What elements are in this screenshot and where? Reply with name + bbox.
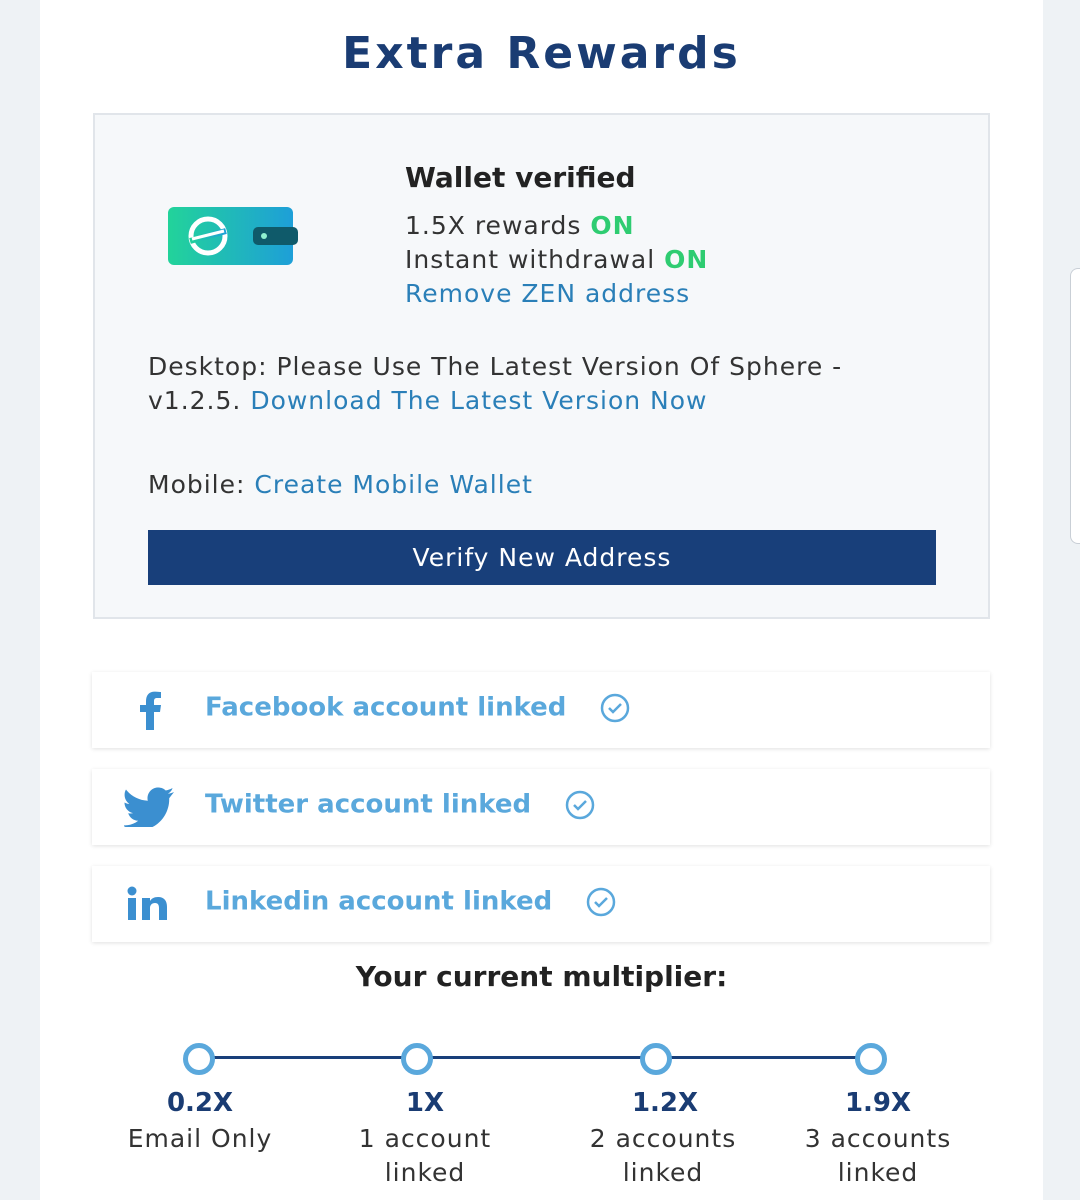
linkedin-linked-label (205, 886, 617, 918)
mobile-text: Mobile: (148, 470, 255, 499)
facebook-linked-row[interactable] (92, 672, 990, 748)
withdrawal-label: Instant withdrawal (405, 245, 665, 274)
rewards-label: 1.5X rewards (405, 211, 591, 240)
wallet-icon (168, 207, 303, 269)
multiplier-value: 0.2X (166, 1088, 234, 1118)
multiplier-step-dot (401, 1043, 433, 1075)
twitter-icon (122, 783, 178, 831)
multiplier-track (205, 1056, 875, 1059)
multiplier-value: 1X (405, 1088, 445, 1118)
wallet-verified-heading: Wallet verified (405, 161, 636, 194)
download-latest-version-link[interactable]: Download The Latest Version Now (250, 386, 708, 415)
check-circle-icon (585, 886, 617, 918)
create-mobile-wallet-link[interactable]: Create Mobile Wallet (254, 470, 533, 499)
linkedin-linked-row[interactable] (92, 866, 990, 942)
multiplier-step-dot (855, 1043, 887, 1075)
mobile-instructions (148, 470, 533, 499)
check-circle-icon (599, 692, 631, 724)
multiplier-value: 1.9X (844, 1088, 912, 1118)
multiplier-step-dot (183, 1043, 215, 1075)
multiplier-value: 1.2X (631, 1088, 699, 1118)
withdrawal-on-badge: ON (664, 245, 709, 274)
desktop-instructions (148, 350, 908, 418)
multiplier-label: 1 account linked (358, 1124, 492, 1187)
side-scroll-tab[interactable] (1070, 268, 1080, 544)
multiplier-label: Email Only (127, 1124, 273, 1153)
twitter-linked-row[interactable] (92, 769, 990, 845)
rewards-on-badge: ON (590, 211, 635, 240)
facebook-linked-text: Facebook account linked (205, 692, 567, 723)
multiplier-step-dot (640, 1043, 672, 1075)
facebook-icon (122, 686, 178, 734)
extra-rewards-page (40, 0, 1043, 1200)
linkedin-icon (122, 880, 178, 928)
multiplier-label: 3 accounts linked (804, 1124, 952, 1187)
withdrawal-status-line (405, 245, 708, 274)
multiplier-label: 2 accounts linked (589, 1124, 737, 1187)
page-title: Extra Rewards (342, 28, 741, 79)
twitter-linked-label (205, 789, 596, 821)
check-circle-icon (564, 789, 596, 821)
facebook-linked-label (205, 692, 631, 724)
linkedin-linked-text: Linkedin account linked (205, 886, 553, 917)
remove-zen-address-link[interactable]: Remove ZEN address (405, 279, 691, 308)
multiplier-heading: Your current multiplier: (355, 960, 728, 993)
twitter-linked-text: Twitter account linked (205, 789, 532, 820)
verify-new-address-button[interactable]: Verify New Address (148, 530, 936, 585)
desktop-text: Desktop: Please Use The Latest Version Of Sphere - v1.2.5. (148, 352, 843, 415)
rewards-status-line (405, 211, 635, 240)
wallet-panel (93, 113, 990, 619)
